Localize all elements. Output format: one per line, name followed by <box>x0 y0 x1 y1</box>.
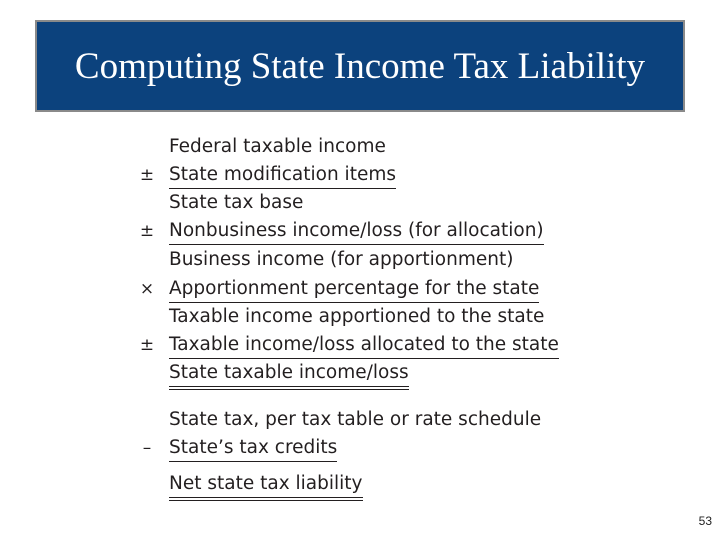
line-text: Apportionment percentage for the state <box>169 276 539 303</box>
line-text: State tax, per tax table or rate schedule <box>169 409 542 430</box>
line-text: State modification items <box>169 162 396 189</box>
title-banner <box>35 20 685 112</box>
line-text: State tax base <box>169 192 304 213</box>
line-text: Nonbusiness income/loss (for allocation) <box>169 218 544 245</box>
plus-minus-operator: ± <box>139 165 155 185</box>
minus-operator: – <box>142 438 152 458</box>
line-text: Taxable income/loss allocated to the state <box>169 332 559 359</box>
slide-title: Computing State Income Tax Liability <box>74 45 646 87</box>
plus-minus-operator: ± <box>139 221 155 241</box>
line-text: Taxable income apportioned to the state <box>169 306 545 327</box>
line-text: Business income (for apportionment) <box>169 249 514 270</box>
page-number: 53 <box>698 514 712 528</box>
line-text: State taxable income/loss <box>169 360 409 390</box>
line-text: State’s tax credits <box>169 435 337 462</box>
line-text: Federal taxable income <box>169 136 386 157</box>
multiply-operator: × <box>139 279 155 299</box>
plus-minus-operator: ± <box>139 335 155 355</box>
line-text: Net state tax liability <box>169 471 363 501</box>
